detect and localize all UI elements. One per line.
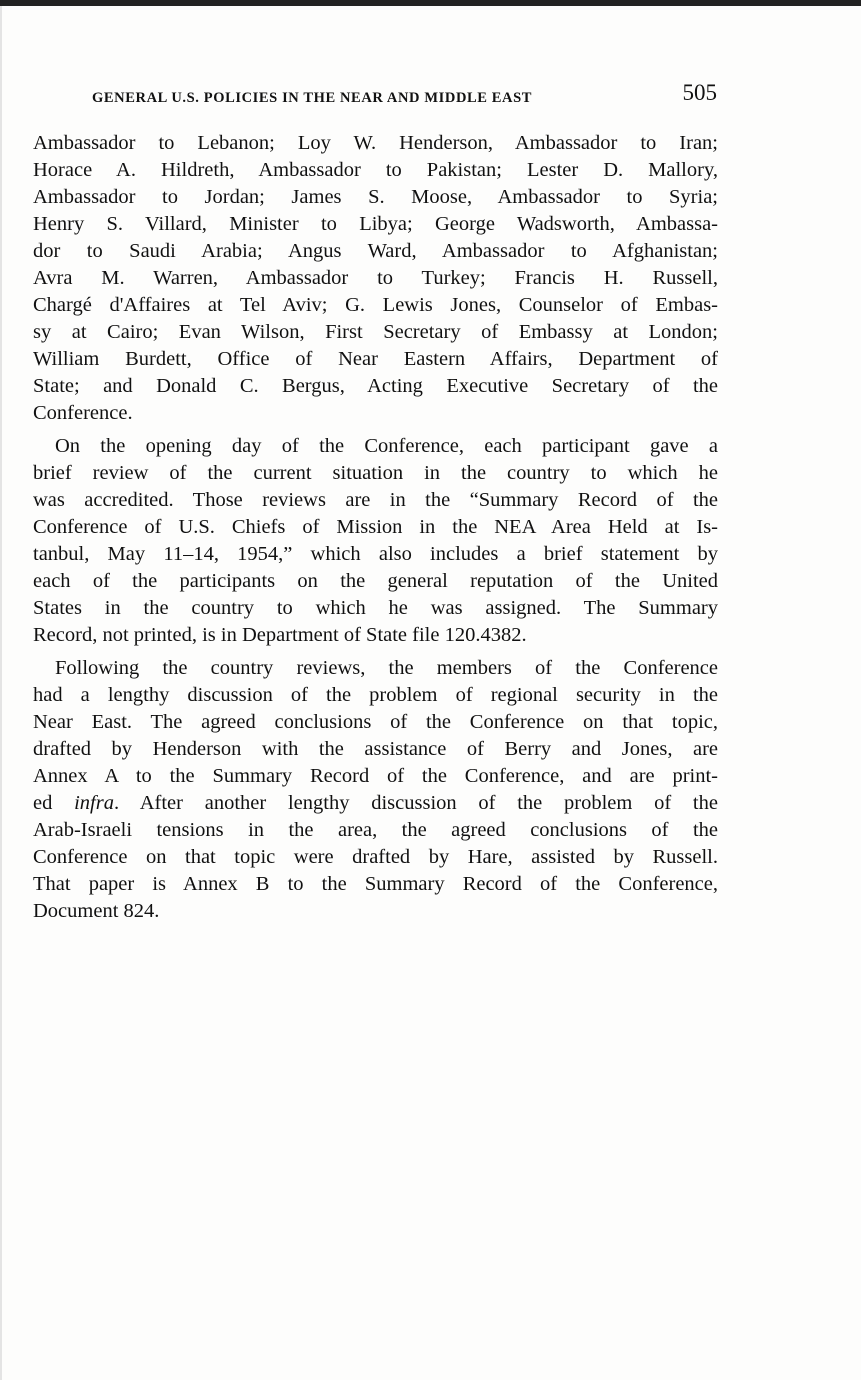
running-head: GENERAL U.S. POLICIES IN THE NEAR AND MIDDLE EAST [92,90,533,106]
text-line: drafted by Henderson with the assistance of Berry and Jones, are [33,738,718,760]
page-header [92,80,717,114]
text-line: brief review of the current situation in the country to which he [33,462,718,484]
page-edge [0,6,2,1380]
text-line: Conference of U.S. Chiefs of Mission in the NEA Area Held at Is- [33,516,718,538]
text-line: Document 824. [33,900,160,922]
text-line: Horace A. Hildreth, Ambassador to Pakistan; Lester D. Mallory, [33,159,718,181]
page-number: 505 [682,80,717,105]
top-border [0,0,861,6]
text-line: each of the participants on the general reputation of the United [33,570,718,592]
text-line: Annex A to the Summary Record of the Conference, and are print- [33,765,718,787]
text-line: That paper is Annex B to the Summary Record of the Conference, [33,873,718,895]
text-line: sy at Cairo; Evan Wilson, First Secretary of Embassy at London; [33,321,718,343]
text-fragment: . After another lengthy discussion of the problem of the [113,792,718,814]
body-text [33,130,718,925]
text-line: William Burdett, Office of Near Eastern Affairs, Department of [33,348,718,370]
text-line: Conference. [33,402,133,424]
italic-word: infra [74,792,114,814]
text-line: Henry S. Villard, Minister to Libya; George Wadsworth, Ambassa- [33,213,718,235]
paragraph-3 [33,655,718,925]
text-line: Conference on that topic were drafted by Hare, assisted by Russell. [33,846,718,868]
text-line: Record, not printed, is in Department of State file 120.4382. [33,624,527,646]
text-line: Chargé d'Affaires at Tel Aviv; G. Lewis Jones, Counselor of Embas- [33,294,718,316]
text-fragment: ed [33,792,75,814]
text-line: On the opening day of the Conference, each participant gave a [55,435,718,457]
text-line: dor to Saudi Arabia; Angus Ward, Ambassador to Afghanistan; [33,240,718,262]
text-line: Ambassador to Lebanon; Loy W. Henderson, Ambassador to Iran; [33,132,718,154]
text-line: tanbul, May 11–14, 1954,” which also includes a brief statement by [33,543,718,565]
text-line-italic [33,790,718,817]
text-line: Following the country reviews, the members of the Conference [55,657,718,679]
text-line: had a lengthy discussion of the problem of regional security in the [33,684,718,706]
text-line: Near East. The agreed conclusions of the Conference on that topic, [33,711,718,733]
paragraph-1 [33,130,718,427]
text-line: Ambassador to Jordan; James S. Moose, Ambassador to Syria; [33,186,718,208]
text-line: State; and Donald C. Bergus, Acting Executive Secretary of the [33,375,718,397]
text-line: States in the country to which he was assigned. The Summary [33,597,718,619]
paragraph-2 [33,433,718,649]
text-line: Avra M. Warren, Ambassador to Turkey; Francis H. Russell, [33,267,718,289]
text-line: was accredited. Those reviews are in the “Summary Record of the [33,489,718,511]
text-line: Arab-Israeli tensions in the area, the agreed conclusions of the [33,819,718,841]
